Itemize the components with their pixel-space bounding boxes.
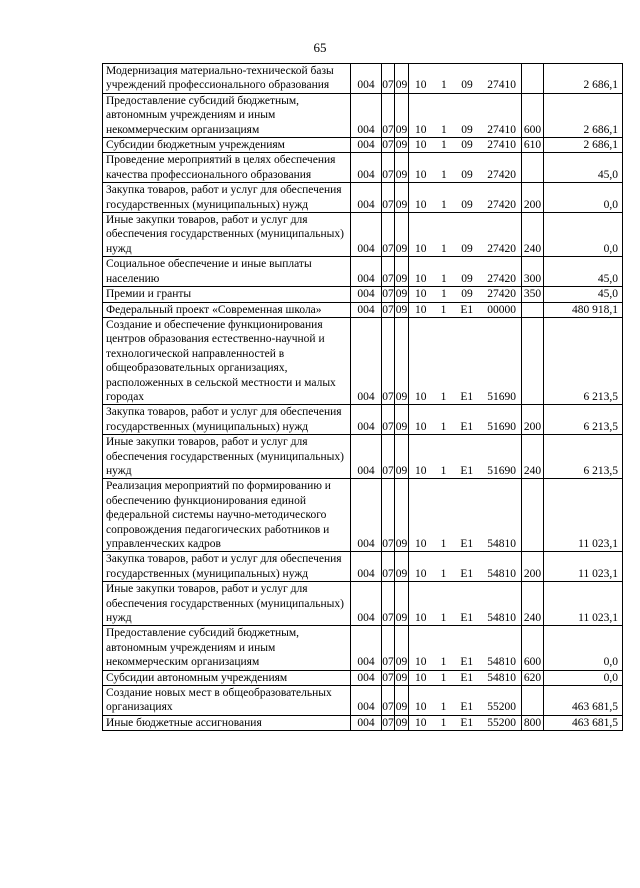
target-article-part: E1: [460, 716, 474, 729]
target-article-part: 1: [440, 538, 447, 550]
department-code-cell: 004: [351, 405, 382, 435]
expense-name-cell: Закупка товаров, работ и услуг для обеспечения государственных (муниципальных) нужд: [103, 552, 351, 582]
target-article-part: 10: [415, 538, 427, 550]
target-article-cell: [409, 479, 522, 552]
amount-cell: 45,0: [544, 287, 623, 302]
subsection-code-cell: 09: [395, 288, 408, 301]
target-article-part: 27420: [487, 288, 516, 301]
department-code-cell: 004: [351, 435, 382, 479]
amount-cell: 11 023,1: [544, 552, 623, 582]
target-article-cell: [409, 552, 522, 582]
subsection-code-cell: 09: [395, 64, 409, 94]
department-code-cell: 004: [351, 582, 382, 626]
target-article-part: 27410: [487, 123, 516, 136]
target-article-part: 1: [440, 612, 447, 625]
department-code-cell: 004: [351, 183, 382, 213]
section-code-cell: 07: [382, 93, 395, 137]
target-article-part: 51690: [487, 390, 516, 403]
target-article-cell: [409, 213, 522, 257]
table-row: [103, 287, 623, 302]
target-article-part: 1: [441, 79, 447, 92]
target-article-part: 09: [461, 198, 473, 211]
expense-name-cell: Проведение мероприятий в целях обеспечения качества профессионального образования: [103, 153, 351, 183]
table-row: [103, 317, 623, 404]
table-row: [103, 582, 623, 626]
target-article-part: 1: [441, 123, 447, 136]
target-article-part: E1: [460, 464, 474, 477]
target-article-part: 09: [461, 288, 473, 301]
target-article-part: 51690: [487, 464, 516, 477]
department-code-cell: 004: [351, 302, 382, 317]
section-code-cell: 07: [382, 257, 395, 287]
table-row: [103, 257, 623, 287]
target-article-part: 27410: [487, 79, 516, 92]
table-row: [103, 715, 623, 730]
target-article-part: 1: [441, 139, 447, 152]
section-code-cell: 07: [382, 479, 395, 552]
amount-cell: 463 681,5: [544, 715, 623, 730]
department-code-cell: 004: [351, 715, 382, 730]
target-article-part: E1: [460, 612, 474, 625]
target-article-cell: [409, 287, 522, 302]
expense-name-cell: Субсидии автономным учреждениям: [103, 670, 351, 685]
target-article-part: 55200: [487, 716, 516, 729]
table-row: [103, 64, 623, 94]
table-row: [103, 552, 623, 582]
subsection-code-cell: 09: [395, 479, 409, 552]
target-article-cell: [409, 670, 522, 685]
subsection-code-cell: 09: [395, 582, 409, 626]
target-article-part: 10: [415, 390, 427, 403]
target-article-part: 10: [415, 242, 427, 255]
amount-cell: 6 213,5: [544, 405, 623, 435]
subsection-code-cell: 09: [395, 435, 409, 479]
department-code-cell: 004: [351, 213, 382, 257]
target-article-part: 1: [441, 242, 447, 255]
target-article-cell: [409, 435, 522, 479]
target-article-part: 54810: [487, 671, 516, 684]
target-article-cell: [409, 257, 522, 287]
expense-type-code-cell: 200: [522, 405, 544, 435]
expense-name-cell: Создание и обеспечение функционирования центров образования естественно-научной и технологической направленностей в общеобразовательных организациях, расположенных в сельской местности и малых городах: [103, 317, 351, 404]
target-article-part: E1: [460, 671, 474, 684]
target-article-part: 1: [440, 567, 447, 580]
subsection-code-cell: 09: [395, 303, 408, 316]
table-row: [103, 183, 623, 213]
expense-type-code-cell: 600: [522, 626, 544, 670]
table-row: [103, 93, 623, 137]
table-row: [103, 138, 623, 153]
section-code-cell: 07: [382, 317, 395, 404]
amount-cell: 11 023,1: [544, 582, 623, 626]
department-code-cell: 004: [351, 686, 382, 716]
target-article-part: 10: [415, 288, 427, 301]
expense-type-code-cell: 610: [522, 138, 544, 153]
department-code-cell: 004: [351, 479, 382, 552]
expense-name-cell: Иные закупки товаров, работ и услуг для обеспечения государственных (муниципальных) нужд: [103, 582, 351, 626]
target-article-part: 09: [461, 168, 473, 181]
expense-name-cell: Предоставление субсидий бюджетным, автономным учреждениям и иным некоммерческим организациям: [103, 626, 351, 670]
target-article-part: 27410: [487, 139, 516, 152]
target-article-part: 1: [440, 671, 447, 684]
table-row: [103, 479, 623, 552]
expense-name-cell: Создание новых мест в общеобразовательных организациях: [103, 686, 351, 716]
target-article-part: 1: [440, 390, 447, 403]
target-article-part: 1: [440, 716, 447, 729]
expense-type-code-cell: 240: [522, 582, 544, 626]
subsection-code-cell: 09: [395, 686, 409, 716]
target-article-part: 1: [441, 198, 447, 211]
target-article-part: E1: [460, 420, 474, 433]
target-article-part: 10: [415, 612, 427, 625]
expense-type-code-cell: [522, 686, 544, 716]
subsection-code-cell: 09: [395, 183, 409, 213]
target-article-part: 54810: [487, 567, 516, 580]
page-number: 65: [313, 40, 327, 55]
target-article-part: 09: [461, 139, 473, 152]
subsection-code-cell: 09: [395, 671, 408, 684]
expense-name-cell: Закупка товаров, работ и услуг для обеспечения государственных (муниципальных) нужд: [103, 183, 351, 213]
department-code-cell: 004: [351, 552, 382, 582]
table-row: [103, 686, 623, 716]
expense-type-code-cell: [522, 479, 544, 552]
expense-name-cell: Федеральный проект «Современная школа»: [103, 302, 351, 317]
department-code-cell: 004: [351, 93, 382, 137]
target-article-part: 54810: [487, 612, 516, 625]
target-article-part: 27420: [487, 272, 516, 285]
subsection-code-cell: 09: [395, 257, 409, 287]
expense-type-code-cell: 300: [522, 257, 544, 287]
department-code-cell: 004: [351, 138, 382, 153]
target-article-part: 09: [461, 242, 473, 255]
section-code-cell: 07: [382, 288, 394, 301]
expense-type-code-cell: 200: [522, 552, 544, 582]
expense-type-code-cell: 800: [522, 715, 544, 730]
target-article-part: 09: [461, 79, 473, 92]
target-article-part: 10: [415, 656, 427, 669]
section-code-cell: 07: [382, 183, 395, 213]
expense-type-code-cell: [522, 317, 544, 404]
expense-type-code-cell: [522, 64, 544, 94]
amount-cell: 6 213,5: [544, 317, 623, 404]
table-row: [103, 670, 623, 685]
amount-cell: 463 681,5: [544, 686, 623, 716]
table-row: [103, 626, 623, 670]
expense-name-cell: Премии и гранты: [103, 287, 351, 302]
subsection-code-cell: 09: [395, 153, 409, 183]
target-article-part: 27420: [487, 168, 516, 181]
section-code-cell: 07: [382, 153, 395, 183]
subsection-code-cell: 09: [395, 405, 409, 435]
amount-cell: 11 023,1: [544, 479, 623, 552]
target-article-part: 54810: [487, 538, 516, 550]
expense-name-cell: Иные закупки товаров, работ и услуг для обеспечения государственных (муниципальных) нужд: [103, 435, 351, 479]
department-code-cell: 004: [351, 64, 382, 94]
target-article-part: E1: [460, 538, 474, 550]
target-article-part: 1: [441, 272, 447, 285]
target-article-part: 10: [415, 139, 427, 152]
table-row: [103, 213, 623, 257]
table-row: [103, 302, 623, 317]
subsection-code-cell: 09: [395, 317, 409, 404]
amount-cell: 6 213,5: [544, 435, 623, 479]
target-article-part: 1: [440, 464, 447, 477]
target-article-part: E1: [460, 390, 474, 403]
expense-type-code-cell: 240: [522, 435, 544, 479]
target-article-cell: [409, 302, 522, 317]
target-article-cell: [409, 405, 522, 435]
section-code-cell: 07: [382, 303, 394, 316]
target-article-part: 10: [415, 272, 427, 285]
target-article-cell: [409, 715, 522, 730]
section-code-cell: 07: [382, 686, 395, 716]
section-code-cell: 07: [382, 213, 395, 257]
target-article-part: 10: [415, 716, 427, 729]
target-article-cell: [409, 582, 522, 626]
department-code-cell: 004: [351, 287, 382, 302]
subsection-code-cell: 09: [395, 213, 409, 257]
budget-table: [102, 63, 623, 731]
target-article-part: 10: [415, 303, 427, 316]
department-code-cell: 004: [351, 317, 382, 404]
expense-name-cell: Закупка товаров, работ и услуг для обеспечения государственных (муниципальных) нужд: [103, 405, 351, 435]
section-code-cell: 07: [382, 716, 394, 729]
expense-type-code-cell: [522, 153, 544, 183]
target-article-part: E1: [460, 701, 474, 714]
target-article-part: 00000: [487, 303, 516, 316]
target-article-part: 10: [415, 671, 427, 684]
subsection-code-cell: 09: [395, 716, 408, 729]
target-article-part: 1: [440, 420, 447, 433]
amount-cell: 0,0: [544, 670, 623, 685]
target-article-part: 1: [440, 303, 447, 316]
subsection-code-cell: 09: [395, 93, 409, 137]
target-article-part: 09: [461, 272, 473, 285]
budget-table-body: [103, 64, 623, 731]
table-row: [103, 435, 623, 479]
section-code-cell: 07: [382, 626, 395, 670]
section-code-cell: 07: [382, 64, 395, 94]
amount-cell: 480 918,1: [544, 302, 623, 317]
subsection-code-cell: 09: [395, 552, 409, 582]
target-article-part: 10: [415, 123, 427, 136]
subsection-code-cell: 09: [395, 139, 408, 152]
target-article-part: 10: [415, 198, 427, 211]
expense-type-code-cell: 350: [522, 287, 544, 302]
table-row: [103, 153, 623, 183]
target-article-cell: [409, 138, 522, 153]
target-article-part: 09: [461, 123, 473, 136]
expense-name-cell: Иные закупки товаров, работ и услуг для обеспечения государственных (муниципальных) нужд: [103, 213, 351, 257]
expense-name-cell: Предоставление субсидий бюджетным, автономным учреждениям и иным некоммерческим организациям: [103, 93, 351, 137]
target-article-cell: [409, 64, 522, 94]
amount-cell: 2 686,1: [544, 64, 623, 94]
target-article-part: 1: [440, 701, 447, 714]
section-code-cell: 07: [382, 552, 395, 582]
amount-cell: 2 686,1: [544, 93, 623, 137]
amount-cell: 2 686,1: [544, 138, 623, 153]
department-code-cell: 004: [351, 626, 382, 670]
expense-name-cell: Иные бюджетные ассигнования: [103, 715, 351, 730]
target-article-part: E1: [460, 567, 474, 580]
target-article-part: E1: [460, 656, 474, 669]
department-code-cell: 004: [351, 257, 382, 287]
target-article-part: 27420: [487, 242, 516, 255]
target-article-cell: [409, 626, 522, 670]
target-article-cell: [409, 686, 522, 716]
target-article-cell: [409, 317, 522, 404]
table-row: [103, 405, 623, 435]
subsection-code-cell: 09: [395, 626, 409, 670]
section-code-cell: 07: [382, 405, 395, 435]
target-article-part: 54810: [487, 656, 516, 669]
department-code-cell: 004: [351, 670, 382, 685]
expense-name-cell: Субсидии бюджетным учреждениям: [103, 138, 351, 153]
target-article-part: 1: [441, 168, 447, 181]
target-article-part: 51690: [487, 420, 516, 433]
target-article-part: E1: [460, 303, 474, 316]
amount-cell: 0,0: [544, 183, 623, 213]
expense-type-code-cell: 240: [522, 213, 544, 257]
section-code-cell: 07: [382, 435, 395, 479]
section-code-cell: 07: [382, 671, 394, 684]
expense-type-code-cell: 600: [522, 93, 544, 137]
target-article-part: 1: [440, 656, 447, 669]
target-article-cell: [409, 183, 522, 213]
department-code-cell: 004: [351, 153, 382, 183]
target-article-part: 27420: [487, 198, 516, 211]
target-article-part: 1: [441, 288, 447, 301]
expense-name-cell: Реализация мероприятий по формированию и обеспечению функционирования единой федеральной системы научно-методического сопровождения педагогических работников и управленческих кадров: [103, 479, 351, 552]
section-code-cell: 07: [382, 139, 394, 152]
section-code-cell: 07: [382, 582, 395, 626]
amount-cell: 0,0: [544, 626, 623, 670]
target-article-part: 10: [415, 168, 427, 181]
amount-cell: 0,0: [544, 213, 623, 257]
amount-cell: 45,0: [544, 257, 623, 287]
target-article-part: 55200: [487, 701, 516, 714]
target-article-cell: [409, 153, 522, 183]
target-article-part: 10: [415, 420, 427, 433]
amount-cell: 45,0: [544, 153, 623, 183]
target-article-part: 10: [415, 567, 427, 580]
expense-name-cell: Модернизация материально-технической базы учреждений профессионального образования: [103, 64, 351, 94]
target-article-cell: [409, 93, 522, 137]
expense-name-cell: Социальное обеспечение и иные выплаты населению: [103, 257, 351, 287]
expense-type-code-cell: 200: [522, 183, 544, 213]
target-article-part: 10: [415, 701, 427, 714]
expense-type-code-cell: [522, 302, 544, 317]
expense-type-code-cell: 620: [522, 670, 544, 685]
target-article-part: 10: [415, 464, 427, 477]
target-article-part: 10: [415, 79, 427, 92]
